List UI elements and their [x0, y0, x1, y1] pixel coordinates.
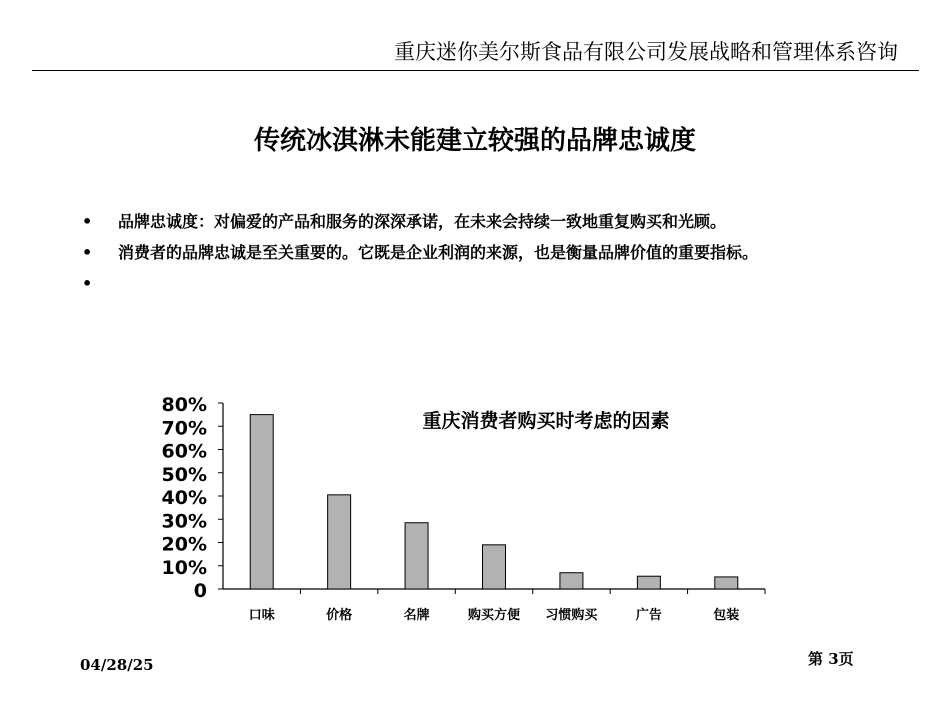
y-tick-label: 70% — [161, 417, 207, 440]
y-tick-label: 30% — [161, 510, 207, 533]
x-axis-ticks — [300, 589, 765, 594]
chart-title: 重庆消费者购买时考虑的因素 — [422, 410, 670, 432]
y-tick-label: 40% — [161, 487, 207, 509]
x-category-label: 口味 — [248, 608, 275, 623]
bar — [250, 415, 273, 589]
y-tick-label: 0 — [193, 580, 207, 602]
footer-date: 04/28/25 — [80, 656, 154, 674]
slide-title: 传统冰淇淋未能建立较强的品牌忠诚度 — [253, 126, 696, 156]
bullet-text: 消费者的品牌忠诚是至关重要的。它既是企业利润的来源，也是衡量品牌价值的重要指标。 — [118, 243, 759, 262]
x-category-label: 广告 — [635, 608, 662, 623]
bullet-item — [82, 210, 872, 234]
bar — [483, 545, 506, 589]
x-category-label: 包装 — [713, 608, 740, 623]
x-category-label: 购买方便 — [467, 608, 521, 623]
bar — [715, 577, 738, 589]
y-tick-label: 10% — [161, 556, 207, 579]
y-tick-label: 80% — [161, 394, 207, 416]
bars — [250, 415, 738, 589]
bullet-dot: • — [82, 243, 93, 262]
page-number: 第 3页 — [808, 650, 854, 668]
bullet-item — [82, 241, 872, 265]
bar-chart — [160, 385, 780, 635]
x-category-label: 价格 — [326, 608, 353, 623]
bar — [405, 523, 428, 589]
bar — [637, 576, 660, 589]
x-axis-category-labels — [249, 607, 740, 623]
bullet-dot: • — [82, 212, 93, 231]
bullet-dot: • — [82, 274, 93, 293]
document-header-title: 重庆迷你美尔斯食品有限公司发展战略和管理体系咨询 — [394, 40, 898, 64]
y-tick-label: 50% — [161, 463, 207, 486]
y-axis-tick-labels — [162, 394, 207, 602]
bullet-item — [82, 272, 872, 296]
bullet-list — [82, 210, 872, 303]
header-divider — [32, 70, 919, 71]
y-tick-label: 60% — [161, 440, 207, 463]
bar — [328, 495, 351, 589]
bullet-text: 品牌忠诚度：对偏爱的产品和服务的深深承诺，在未来会持续一致地重复购买和光顾。 — [118, 212, 727, 231]
bar — [560, 573, 583, 589]
x-category-label: 名牌 — [403, 608, 430, 623]
y-axis-ticks — [218, 403, 223, 589]
y-tick-label: 20% — [161, 533, 207, 556]
x-category-label: 习惯购买 — [545, 608, 598, 623]
